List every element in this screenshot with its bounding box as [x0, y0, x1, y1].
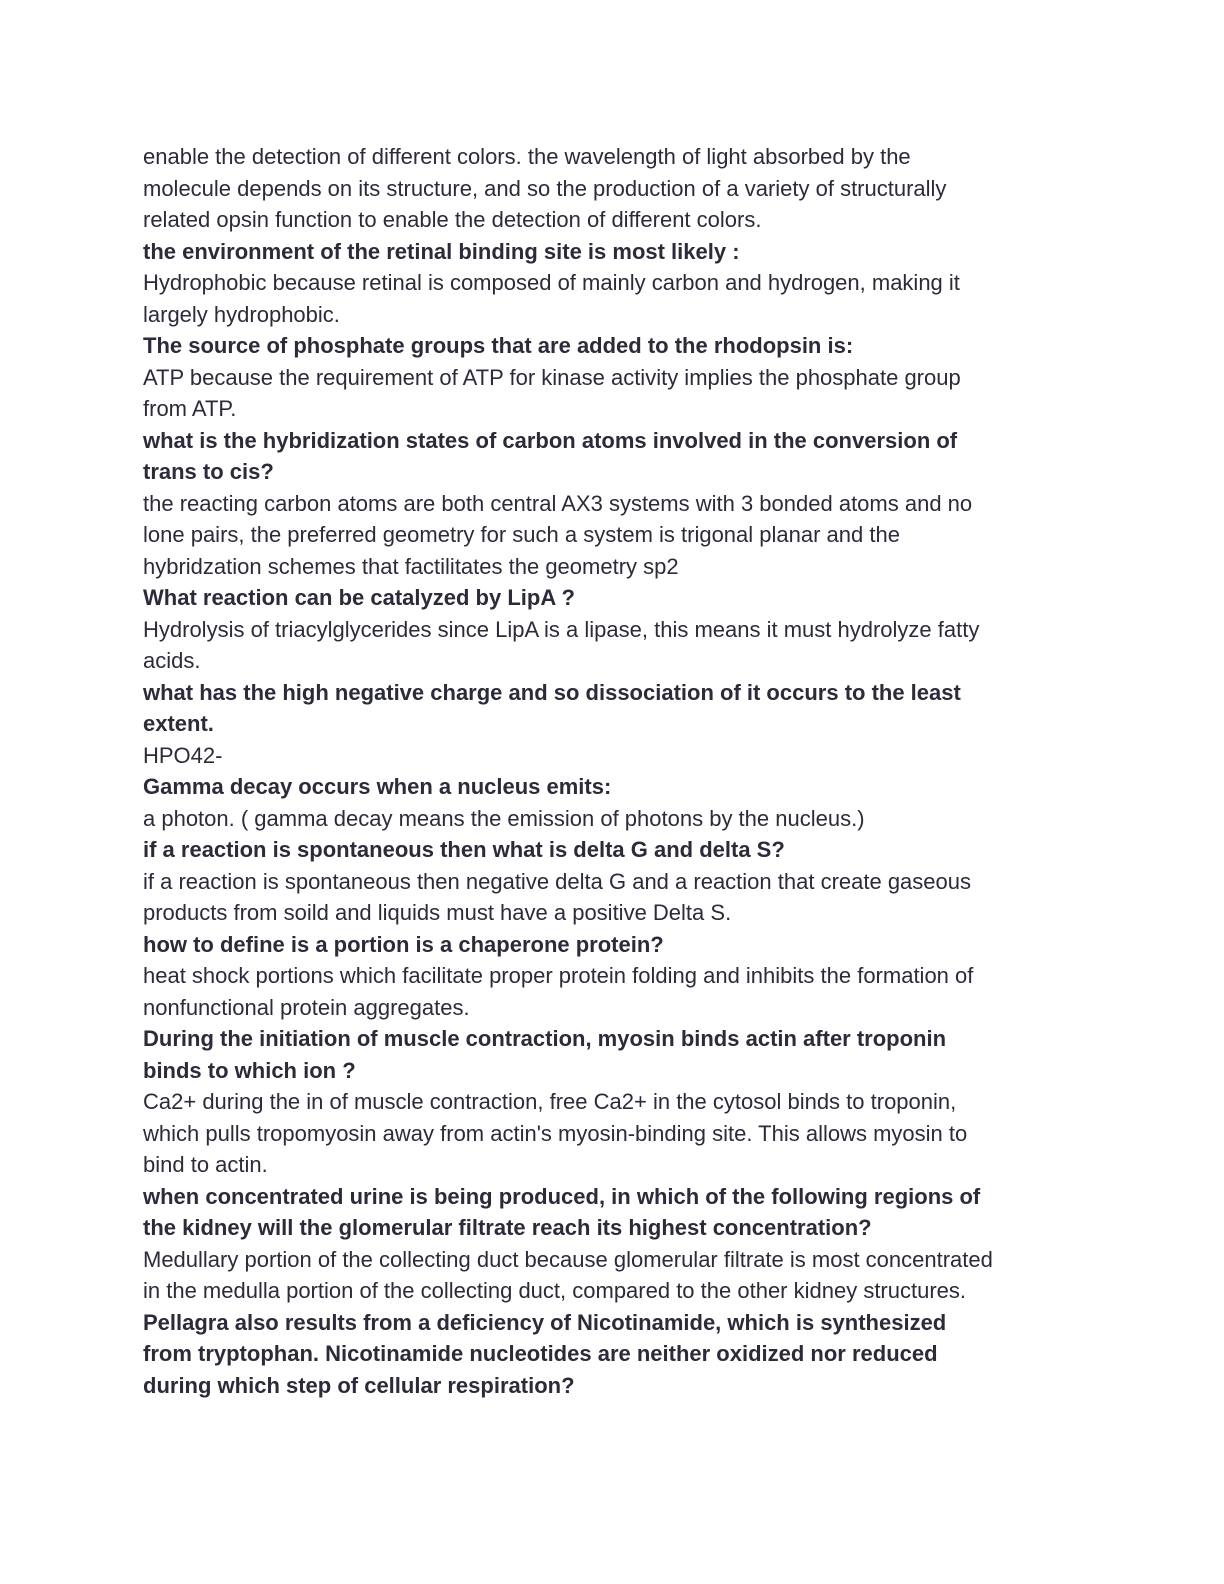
- answer-line: which pulls tropomyosin away from actin's myosin-binding site. This allows myosin to: [143, 1120, 968, 1146]
- answer-line: the reacting carbon atoms are both central AX3 systems with 3 bonded atoms and no: [143, 490, 973, 516]
- answer-line: lone pairs, the preferred geometry for such a system is trigonal planar and the: [143, 522, 900, 547]
- question-line: trans to cis?: [143, 459, 274, 484]
- question-line: how to define is a portion is a chaperone protein?: [143, 931, 664, 957]
- question-line: when concentrated urine is being produced, in which of the following regions of: [143, 1183, 981, 1209]
- answer-line: molecule depends on its structure, and so the production of a variety of structurally: [143, 175, 947, 201]
- question-line: During the initiation of muscle contraction, myosin binds actin after troponin: [143, 1026, 947, 1051]
- answer-line: HPO42-: [143, 742, 223, 768]
- answer-line: ATP because the requirement of ATP for kinase activity implies the phosphate group: [143, 364, 961, 390]
- question-line: if a reaction is spontaneous then what is delta G and delta S?: [143, 837, 785, 862]
- answer-line: nonfunctional protein aggregates.: [143, 994, 470, 1020]
- question-line: what is the hybridization states of carbon atoms involved in the conversion of: [143, 427, 958, 453]
- answer-line: acids.: [143, 648, 201, 673]
- question-line: The source of phosphate groups that are added to the rhodopsin is:: [143, 333, 854, 358]
- question-line: What reaction can be catalyzed by LipA ?: [143, 585, 575, 610]
- answer-line: from ATP.: [143, 396, 237, 421]
- answer-line: bind to actin.: [143, 1152, 268, 1177]
- question-line: binds to which ion ?: [143, 1057, 356, 1083]
- question-line: the environment of the retinal binding site is most likely :: [143, 238, 740, 264]
- question-line: the kidney will the glomerular filtrate reach its highest concentration?: [143, 1215, 872, 1240]
- question-line: Pellagra also results from a deficiency of Nicotinamide, which is synthesized: [143, 1309, 947, 1335]
- answer-line: Ca2+ during the in of muscle contraction, free Ca2+ in the cytosol binds to troponin,: [143, 1089, 957, 1114]
- answer-line: heat shock portions which facilitate proper protein folding and inhibits the formation of: [143, 963, 974, 988]
- answer-line: hybridzation schemes that factilitates the geometry sp2: [143, 553, 679, 579]
- answer-line: if a reaction is spontaneous then negative delta G and a reaction that create gaseous: [143, 868, 971, 894]
- question-line: extent.: [143, 711, 214, 736]
- answer-line: a photon. ( gamma decay means the emission of photons by the nucleus.): [143, 805, 865, 831]
- answer-line: Hydrophobic because retinal is composed of mainly carbon and hydrogen, making it: [143, 270, 960, 295]
- answer-line: enable the detection of different colors. the wavelength of light absorbed by the: [143, 144, 911, 169]
- answer-line: related opsin function to enable the detection of different colors.: [143, 207, 762, 232]
- answer-line: products from soild and liquids must have a positive Delta S.: [143, 900, 732, 925]
- document-body: [143, 141, 1073, 1401]
- question-line: from tryptophan. Nicotinamide nucleotides are neither oxidized nor reduced: [143, 1341, 938, 1366]
- question-line: what has the high negative charge and so dissociation of it occurs to the least: [143, 679, 961, 705]
- answer-line: largely hydrophobic.: [143, 301, 340, 327]
- question-line: Gamma decay occurs when a nucleus emits:: [143, 774, 612, 799]
- question-line: during which step of cellular respiration?: [143, 1372, 575, 1398]
- answer-line: Medullary portion of the collecting duct because glomerular filtrate is most concentrated: [143, 1246, 993, 1272]
- answer-line: Hydrolysis of triacylglycerides since LipA is a lipase, this means it must hydrolyze fatty: [143, 616, 980, 642]
- answer-line: in the medulla portion of the collecting duct, compared to the other kidney structures.: [143, 1278, 967, 1303]
